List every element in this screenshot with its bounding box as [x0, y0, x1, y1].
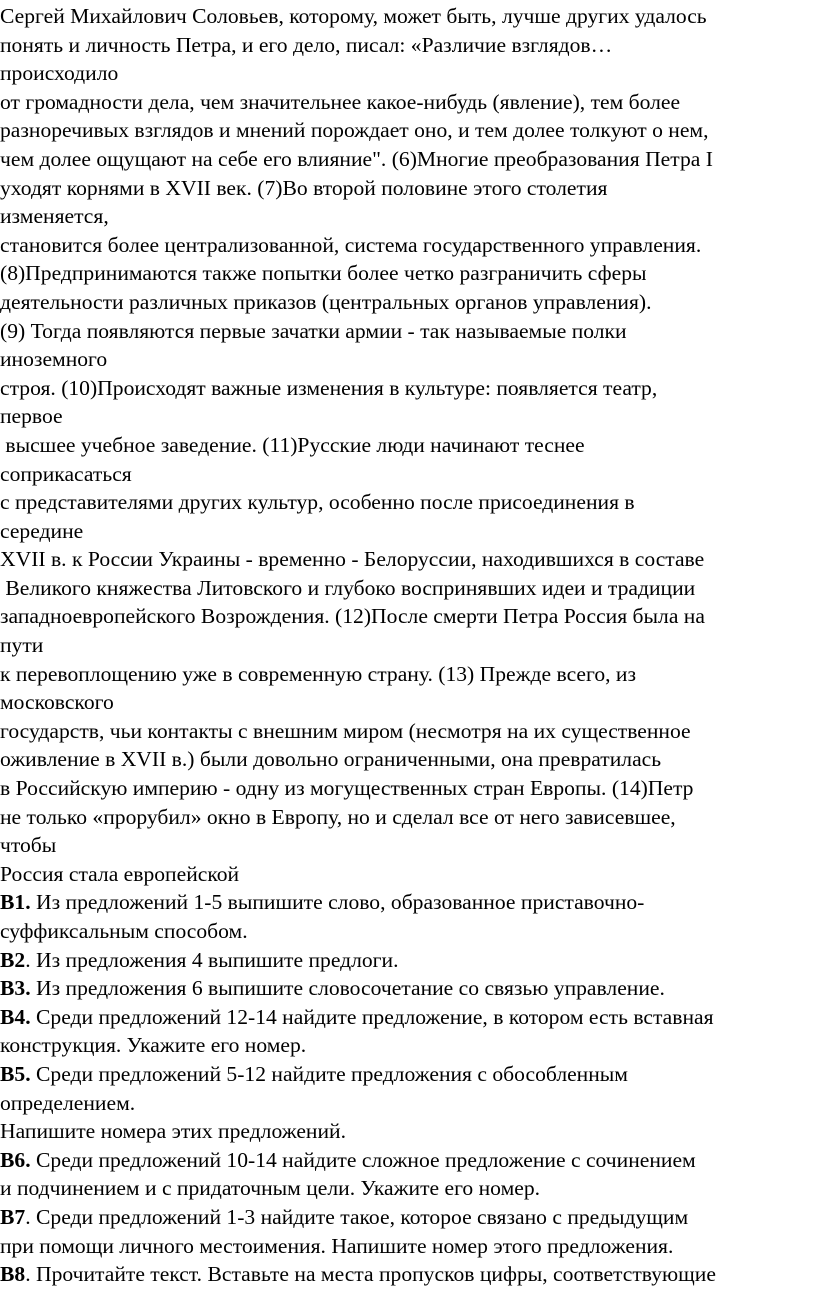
task-text: . Из предложения 4 выпишите предлоги. [25, 947, 399, 972]
task-b5-continuation: определением. [0, 1090, 136, 1115]
text-line: Сергей Михайлович Соловьев, которому, может быть, лучше других удалось [0, 4, 707, 28]
task-b8 [0, 1260, 816, 1289]
task-b5-continuation: Напишите номера этих предложений. [0, 1119, 346, 1144]
task-label: В7 [0, 1204, 26, 1229]
task-label: В5. [0, 1061, 31, 1086]
text-line: чем долее ощущают на себе его влияние". (6)Многие преобразования Петра I [0, 146, 713, 171]
task-text: Из предложения 6 выпишите словосочетание со связью управление. [30, 976, 665, 1001]
text-line: государств, чьи контакты с внешним миром (несмотря на их существенное [0, 718, 691, 743]
text-line: первое [0, 404, 63, 429]
text-line: Россия стала европейской [0, 861, 240, 886]
task-text: Среди предложений 5-12 найдите предложения с обособленным [30, 1061, 628, 1086]
text-line: с представителями других культур, особенно после присоединения в [0, 490, 635, 515]
text-line: к перевоплощению уже в современную страну. (13) Прежде всего, из [0, 661, 637, 686]
text-line: (8)Предпринимаются также попытки более четко разграничить сферы [0, 261, 647, 286]
text-line: оживление в XVII в.) были довольно ограниченными, она превратилась [0, 747, 662, 772]
task-text: Из предложений 1-5 выпишите слово, образованное приставочно- [30, 890, 645, 915]
task-b4 [0, 1003, 816, 1032]
task-b1-continuation: суффиксальным способом. [0, 919, 248, 943]
task-b5 [0, 1060, 816, 1089]
text-line: (9) Тогда появляются первые зачатки армии - так называемые полки [0, 318, 627, 343]
text-line: середине [0, 518, 84, 543]
text-line: от громадности дела, чем значительнее какое-нибудь (явление), тем более [0, 89, 681, 114]
text-line: XVII в. к России Украины - временно - Белоруссии, находившихся в составе [0, 547, 705, 572]
text-line: строя. (10)Происходят важные изменения в культуре: появляется театр, [0, 375, 658, 400]
task-text: Среди предложений 10-14 найдите сложное предложение с сочинением [30, 1147, 696, 1172]
text-line: чтобы [0, 833, 57, 858]
text-line: не только «прорубил» окно в Европу, но и сделал все от него зависевшее, [0, 804, 676, 829]
tasks-section [0, 888, 816, 1288]
task-b4-continuation: конструкция. Укажите его номер. [0, 1033, 307, 1058]
text-line: соприкасаться [0, 461, 132, 486]
task-label: В4. [0, 1004, 31, 1029]
task-b6-continuation: и подчинением и с придаточным цели. Укажите его номер. [0, 1176, 541, 1201]
text-line: западноевропейского Возрождения. (12)После смерти Петра Россия была на [0, 604, 705, 629]
task-b6 [0, 1146, 816, 1175]
task-label: В6. [0, 1147, 31, 1172]
text-line: изменяется, [0, 204, 109, 229]
text-line: разноречивых взглядов и мнений порождает оно, и тем долее толкуют о нем, [0, 118, 709, 143]
text-line: московского [0, 690, 114, 715]
text-line: понять и личность Петра, и его дело, писал: «Различие взглядов… [0, 32, 613, 57]
task-b3 [0, 974, 816, 1003]
text-line: иноземного [0, 347, 108, 372]
task-label: В8 [0, 1262, 26, 1287]
passage-text [0, 2, 816, 888]
task-b7 [0, 1203, 816, 1232]
task-text: . Прочитайте текст. Вставьте на места пропусков цифры, соответствующие [25, 1262, 716, 1287]
task-label: В2 [0, 947, 26, 972]
text-line: деятельности различных приказов (центральных органов управления). [0, 289, 652, 314]
task-text: Среди предложений 12-14 найдите предложение, в котором есть вставная [30, 1004, 714, 1029]
task-b7-continuation: при помощи личного местоимения. Напишите номер этого предложения. [0, 1233, 674, 1258]
task-b1 [0, 888, 816, 917]
text-line: становится более централизованной, система государственного управления. [0, 232, 702, 257]
text-line: в Российскую империю - одну из могущественных стран Европы. (14)Петр [0, 776, 694, 801]
task-text: . Среди предложений 1-3 найдите такое, которое связано с предыдущим [25, 1204, 689, 1229]
task-label: В1. [0, 890, 31, 915]
text-line: Великого княжества Литовского и глубоко воспринявших идеи и традиции [0, 575, 696, 600]
text-line: высшее учебное заведение. (11)Русские люди начинают теснее [0, 432, 585, 457]
task-label: В3. [0, 976, 31, 1001]
text-line: уходят корнями в XVII век. (7)Во второй половине этого столетия [0, 175, 608, 200]
text-line: пути [0, 633, 44, 658]
text-line: происходило [0, 61, 119, 86]
task-b2 [0, 946, 816, 975]
